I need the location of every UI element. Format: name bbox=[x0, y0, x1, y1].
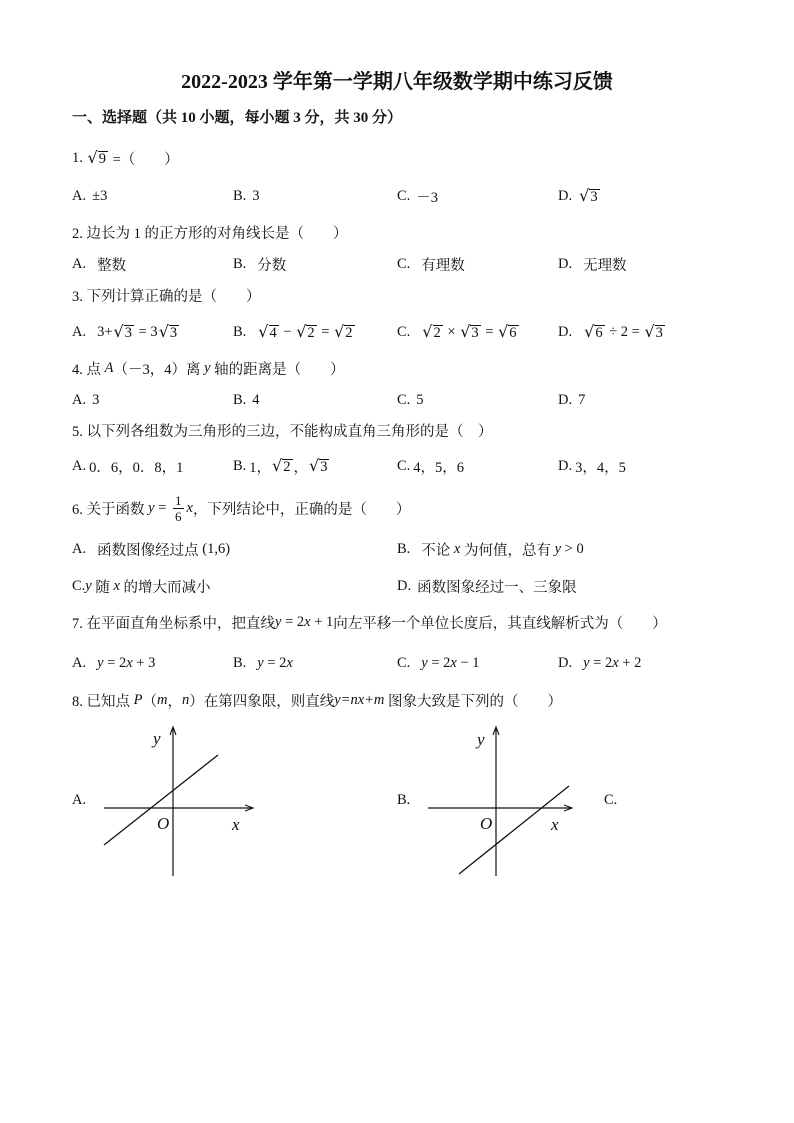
point-coordinates: (1,6) bbox=[202, 540, 231, 557]
y-axis-label: y bbox=[477, 730, 485, 749]
question-6 bbox=[72, 492, 410, 524]
radicand: 2 bbox=[307, 325, 315, 341]
option-c bbox=[397, 252, 465, 276]
option-label: D. bbox=[558, 187, 573, 204]
question-text: ， bbox=[167, 693, 182, 710]
square-root bbox=[258, 323, 278, 341]
option-text: 整数 bbox=[97, 257, 127, 274]
option-text: 函数图像经过点 bbox=[97, 542, 203, 559]
radicand: 2 bbox=[345, 325, 353, 341]
math-text: + 1 bbox=[310, 613, 334, 630]
option-a bbox=[72, 184, 107, 208]
radical-sign: √ bbox=[296, 322, 307, 341]
option-text: 有理数 bbox=[421, 257, 465, 274]
option-text: 7 bbox=[578, 391, 586, 408]
math-variable: A bbox=[104, 359, 114, 376]
graph-option-a-label: A. bbox=[72, 792, 87, 808]
math-text: − 1 bbox=[456, 654, 480, 671]
radical-sign: √ bbox=[113, 322, 124, 341]
math-text: + 3 bbox=[132, 654, 156, 671]
option-d bbox=[558, 184, 601, 208]
question-text: ，下列结论中，正确的是（ ） bbox=[192, 501, 411, 518]
option-b bbox=[233, 320, 356, 344]
section-heading: 一、选择题（共 10 小题，每小题 3 分，共 30 分） bbox=[72, 110, 403, 126]
option-label: D. bbox=[558, 255, 573, 272]
option-text: 无理数 bbox=[583, 257, 627, 274]
option-c bbox=[397, 388, 424, 412]
option-d bbox=[558, 651, 641, 675]
question-text: 3. 下列计算正确的是（ ） bbox=[72, 288, 261, 305]
math-text: = bbox=[317, 323, 334, 340]
option-text: 的增大而减小 bbox=[119, 579, 211, 596]
radicand: 2 bbox=[433, 325, 441, 341]
math-variable: y bbox=[97, 654, 104, 671]
option-label: B. bbox=[233, 255, 247, 272]
option-label: C. bbox=[397, 323, 411, 340]
option-c bbox=[72, 574, 211, 598]
graph-option-b bbox=[420, 718, 585, 883]
math-variable: y bbox=[257, 654, 264, 671]
option-label: D. bbox=[558, 391, 573, 408]
radical-sign: √ bbox=[158, 322, 169, 341]
option-c bbox=[397, 454, 464, 478]
math-variable: x bbox=[450, 654, 457, 671]
option-label: D. bbox=[558, 323, 573, 340]
radical-sign: √ bbox=[579, 186, 590, 205]
option-b bbox=[397, 537, 584, 561]
radicand: 2 bbox=[283, 459, 291, 475]
radicand: 3 bbox=[471, 325, 479, 341]
option-b bbox=[233, 388, 260, 412]
option-label: C. bbox=[397, 187, 411, 204]
option-label: B. bbox=[233, 323, 247, 340]
x-axis-label: x bbox=[551, 815, 559, 834]
option-d bbox=[558, 252, 627, 276]
option-text: －3 bbox=[416, 189, 439, 206]
math-variable: y bbox=[583, 654, 590, 671]
option-text: 不论 bbox=[421, 542, 454, 559]
question-4 bbox=[72, 356, 345, 380]
square-root bbox=[309, 457, 329, 475]
math-text: = 3 bbox=[135, 323, 158, 340]
option-d bbox=[558, 320, 666, 344]
page-title: 2022-2023 学年第一学期八年级数学期中练习反馈 bbox=[181, 71, 613, 93]
square-root bbox=[114, 323, 134, 341]
option-d bbox=[397, 574, 577, 598]
square-root bbox=[272, 457, 292, 475]
question-8 bbox=[72, 688, 562, 712]
square-root bbox=[498, 323, 518, 341]
square-root bbox=[88, 149, 108, 167]
question-text: 向左平移一个单位长度后，其直线解析式为（ ） bbox=[333, 615, 667, 632]
radicand: 3 bbox=[655, 325, 663, 341]
radical-sign: √ bbox=[309, 456, 320, 475]
radical-sign: √ bbox=[422, 322, 433, 341]
option-label: C. bbox=[397, 255, 411, 272]
math-variable: x bbox=[126, 654, 133, 671]
radicand: 4 bbox=[269, 325, 277, 341]
option-a bbox=[72, 537, 230, 561]
math-variable: P bbox=[133, 691, 143, 708]
option-a bbox=[72, 320, 180, 344]
option-label: B. bbox=[233, 457, 247, 474]
square-root bbox=[422, 323, 442, 341]
math-variable: x bbox=[304, 613, 311, 630]
option-label: A. bbox=[72, 391, 87, 408]
math-text: + 2 bbox=[618, 654, 642, 671]
option-label: D. bbox=[397, 577, 412, 594]
line-equation: y=nx+m bbox=[334, 691, 385, 708]
math-variable: y bbox=[204, 359, 211, 376]
question-5 bbox=[72, 418, 493, 442]
x-axis-label: x bbox=[232, 815, 240, 834]
option-label: C. bbox=[397, 391, 411, 408]
graph-option-b-label: B. bbox=[397, 792, 411, 808]
origin-label: O bbox=[480, 814, 493, 833]
option-d bbox=[558, 454, 626, 478]
option-b bbox=[233, 454, 330, 478]
square-root bbox=[579, 187, 599, 205]
question-7 bbox=[72, 610, 667, 634]
radicand: 6 bbox=[595, 325, 603, 341]
option-label: B. bbox=[397, 540, 411, 557]
denominator: 6 bbox=[175, 508, 182, 524]
option-label: D. bbox=[558, 654, 573, 671]
radical-sign: √ bbox=[87, 148, 98, 167]
option-text: 4，5，6 bbox=[413, 459, 465, 476]
radical-sign: √ bbox=[272, 456, 283, 475]
square-root bbox=[584, 323, 604, 341]
option-text: 随 bbox=[91, 579, 114, 596]
math-text: > 0 bbox=[561, 540, 584, 557]
option-label: A. bbox=[72, 457, 87, 474]
radicand: 3 bbox=[590, 189, 598, 205]
option-text: 3 bbox=[92, 391, 100, 408]
option-label: B. bbox=[233, 654, 247, 671]
option-d bbox=[558, 388, 585, 412]
option-text: 函数图象经过一、三象限 bbox=[417, 579, 577, 596]
question-number: 1. bbox=[72, 149, 87, 166]
square-root bbox=[159, 323, 179, 341]
option-a bbox=[72, 651, 155, 675]
question-text: 2. 边长为 1 的正方形的对角线长是（ ） bbox=[72, 225, 348, 242]
radicand: 3 bbox=[169, 325, 178, 341]
option-label: A. bbox=[72, 654, 87, 671]
question-2 bbox=[72, 220, 348, 244]
question-text: 图象大致是下列的（ ） bbox=[384, 693, 563, 710]
option-text: 分数 bbox=[257, 257, 287, 274]
math-variable: n bbox=[181, 691, 190, 708]
option-c bbox=[397, 320, 520, 344]
graph-option-a bbox=[95, 718, 265, 883]
square-root bbox=[334, 323, 354, 341]
square-root bbox=[460, 323, 480, 341]
math-text: × bbox=[443, 323, 460, 340]
option-b bbox=[233, 184, 260, 208]
radical-sign: √ bbox=[334, 322, 345, 341]
option-label: A. bbox=[72, 255, 87, 272]
math-variable: y bbox=[85, 577, 92, 594]
math-variable: m bbox=[156, 691, 168, 708]
option-label: D. bbox=[558, 457, 573, 474]
math-variable: x bbox=[186, 499, 193, 516]
question-text: ）在第四象限，则直线 bbox=[189, 693, 335, 710]
question-text: 6. 关于函数 bbox=[72, 501, 149, 518]
question-text: （－3，4）离 bbox=[113, 361, 205, 378]
option-label: A. bbox=[72, 187, 87, 204]
math-variable: y bbox=[275, 613, 282, 630]
option-text: 3，4，5 bbox=[575, 459, 626, 476]
math-text: ÷ 2 = bbox=[605, 323, 644, 340]
math-text: = bbox=[154, 499, 170, 516]
math-variable: x bbox=[113, 577, 120, 594]
question-text: 7. 在平面直角坐标系中，把直线 bbox=[72, 615, 275, 632]
radical-sign: √ bbox=[460, 322, 471, 341]
graph-option-c-label: C. bbox=[604, 792, 618, 808]
option-label: B. bbox=[233, 391, 247, 408]
option-text: 5 bbox=[416, 391, 424, 408]
option-label: C. bbox=[397, 654, 411, 671]
radicand: 3 bbox=[124, 325, 132, 341]
origin-label: O bbox=[157, 814, 170, 833]
question-1 bbox=[72, 146, 179, 170]
option-text: 4 bbox=[252, 391, 260, 408]
square-root bbox=[296, 323, 316, 341]
question-text: 4. 点 bbox=[72, 361, 105, 378]
math-variable: x bbox=[612, 654, 619, 671]
option-a bbox=[72, 388, 99, 412]
option-c bbox=[397, 651, 480, 675]
radical-sign: √ bbox=[498, 322, 509, 341]
question-text: 轴的距离是（ ） bbox=[210, 361, 345, 378]
option-label: A. bbox=[72, 323, 87, 340]
math-text: = 2 bbox=[427, 654, 451, 671]
math-text: 3+ bbox=[97, 323, 113, 340]
math-variable: y bbox=[148, 499, 155, 516]
question-3 bbox=[72, 283, 261, 307]
question-text: =（ ） bbox=[108, 151, 179, 168]
square-root bbox=[644, 323, 664, 341]
math-text: = 2 bbox=[281, 613, 305, 630]
numerator: 1 bbox=[175, 492, 182, 508]
option-b bbox=[233, 651, 293, 675]
option-text: 0．6，0．8，1 bbox=[89, 459, 184, 476]
math-text: − bbox=[279, 323, 296, 340]
y-axis-label: y bbox=[153, 729, 161, 748]
option-label: B. bbox=[233, 187, 247, 204]
option-text: ±3 bbox=[92, 187, 108, 204]
math-variable: x bbox=[453, 540, 461, 557]
option-label: C. bbox=[72, 577, 86, 594]
math-text: = bbox=[481, 323, 498, 340]
option-label: C. bbox=[397, 457, 411, 474]
question-text: 5. 以下列各组数为三角形的三边，不能构成直角三角形的是（ ） bbox=[72, 423, 493, 440]
option-a bbox=[72, 252, 126, 276]
fraction bbox=[173, 494, 184, 523]
radical-sign: √ bbox=[644, 322, 655, 341]
math-variable: x bbox=[286, 654, 293, 671]
math-variable: y bbox=[421, 654, 428, 671]
math-text: = 2 bbox=[589, 654, 613, 671]
radicand: 9 bbox=[98, 151, 106, 167]
math-text: 1， bbox=[249, 459, 272, 476]
option-a bbox=[72, 454, 183, 478]
question-text: （ bbox=[142, 693, 157, 710]
option-text: 为何值，总有 bbox=[460, 542, 555, 559]
radical-sign: √ bbox=[258, 322, 269, 341]
question-text: 8. 已知点 bbox=[72, 693, 134, 710]
math-text: = 2 bbox=[263, 654, 287, 671]
math-text: ， bbox=[293, 459, 308, 476]
radical-sign: √ bbox=[584, 322, 595, 341]
radicand: 6 bbox=[509, 325, 517, 341]
math-variable: y bbox=[554, 540, 562, 557]
option-b bbox=[233, 252, 286, 276]
option-label: A. bbox=[72, 540, 87, 557]
option-text: 3 bbox=[252, 187, 260, 204]
option-c bbox=[397, 184, 438, 208]
radicand: 3 bbox=[320, 459, 328, 475]
math-text: = 2 bbox=[103, 654, 127, 671]
